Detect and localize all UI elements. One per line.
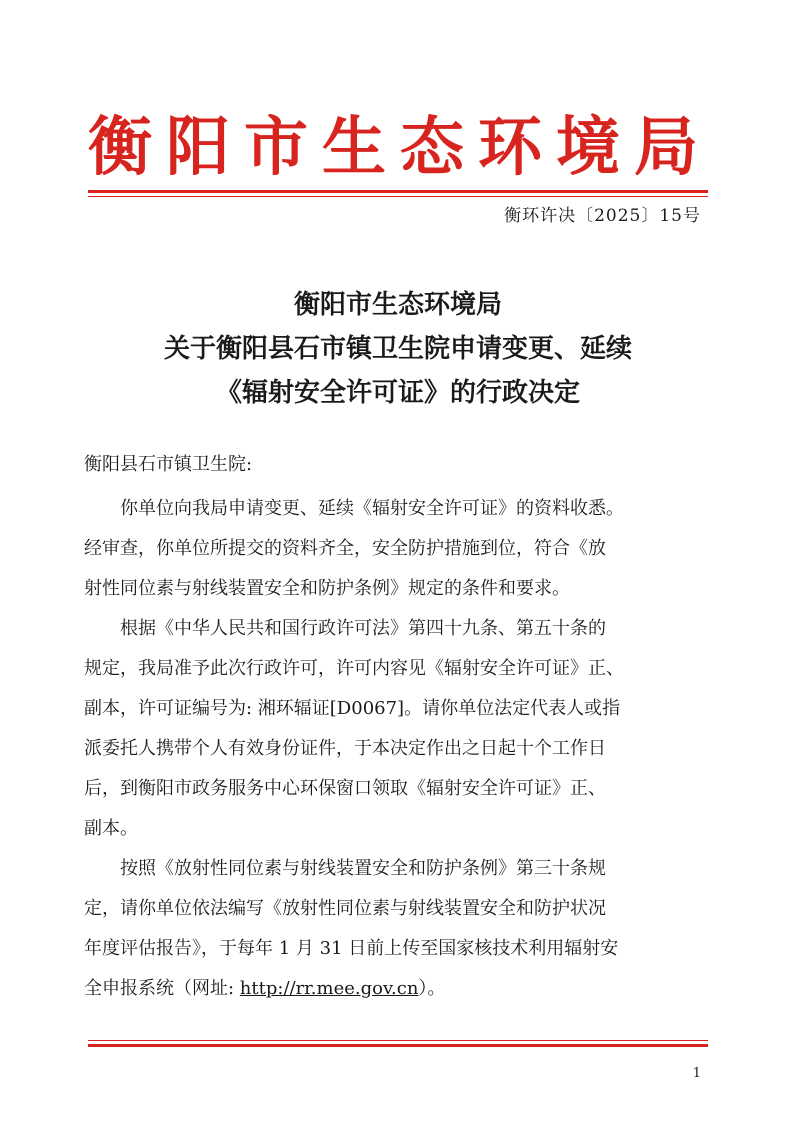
body-line: 规定，我局准予此次行政许可，许可内容见《辐射安全许可证》正、: [84, 658, 624, 679]
paragraph-1: [84, 489, 710, 609]
title-line-3: 《辐射安全许可证》的行政决定: [215, 378, 580, 408]
body-line: 派委托人携带个人有效身份证件，于本决定作出之日起十个工作日: [84, 738, 606, 759]
body-line: 副本。: [84, 818, 138, 839]
document-title: [88, 283, 708, 415]
salutation: 衡阳县石市镇卫生院:: [84, 454, 253, 475]
header-red-rule-thick: [88, 190, 708, 193]
agency-masthead: 衡阳市生态环境局: [88, 110, 712, 185]
body-line: 射性同位素与射线装置安全和防护条例》规定的条件和要求。: [84, 578, 570, 599]
body-line: 年度评估报告》，于每年 1 月 31 日前上传至国家核技术利用辐射安: [84, 938, 619, 959]
body-line-suffix: ）。: [418, 978, 446, 999]
body-line: 根据《中华人民共和国行政许可法》第四十九条、第五十条的: [120, 618, 606, 639]
header-red-rule-thin: [88, 196, 708, 197]
body-line: 按照《放射性同位素与射线装置安全和防护条例》第三十条规: [120, 858, 606, 879]
page-number: 1: [692, 1066, 701, 1081]
title-line-2: 关于衡阳县石市镇卫生院申请变更、延续: [163, 334, 632, 364]
document-body: [84, 489, 710, 1009]
body-line: 经审查，你单位所提交的资料齐全，安全防护措施到位，符合《放: [84, 538, 606, 559]
document-number: 衡环许决〔2025〕15号: [504, 206, 701, 226]
title-line-1: 衡阳市生态环境局: [293, 290, 502, 320]
paragraph-3: [84, 849, 710, 1009]
body-line: 定，请你单位依法编写《放射性同位素与射线装置安全和防护状况: [84, 898, 606, 919]
body-line: 你单位向我局申请变更、延续《辐射安全许可证》的资料收悉。: [120, 498, 624, 519]
body-line: 副本，许可证编号为: 湘环辐证[D0067]。请你单位法定代表人或指: [84, 698, 621, 719]
footer-red-rule-thin: [88, 1040, 708, 1041]
report-system-url-link[interactable]: http://rr.mee.gov.cn: [239, 978, 419, 999]
footer-red-rule-thick: [88, 1044, 708, 1047]
body-line-last: [84, 969, 710, 1009]
paragraph-2: [84, 609, 710, 849]
body-line: 后，到衡阳市政务服务中心环保窗口领取《辐射安全许可证》正、: [84, 778, 606, 799]
body-line-prefix: 全申报系统（网址:: [84, 978, 240, 999]
